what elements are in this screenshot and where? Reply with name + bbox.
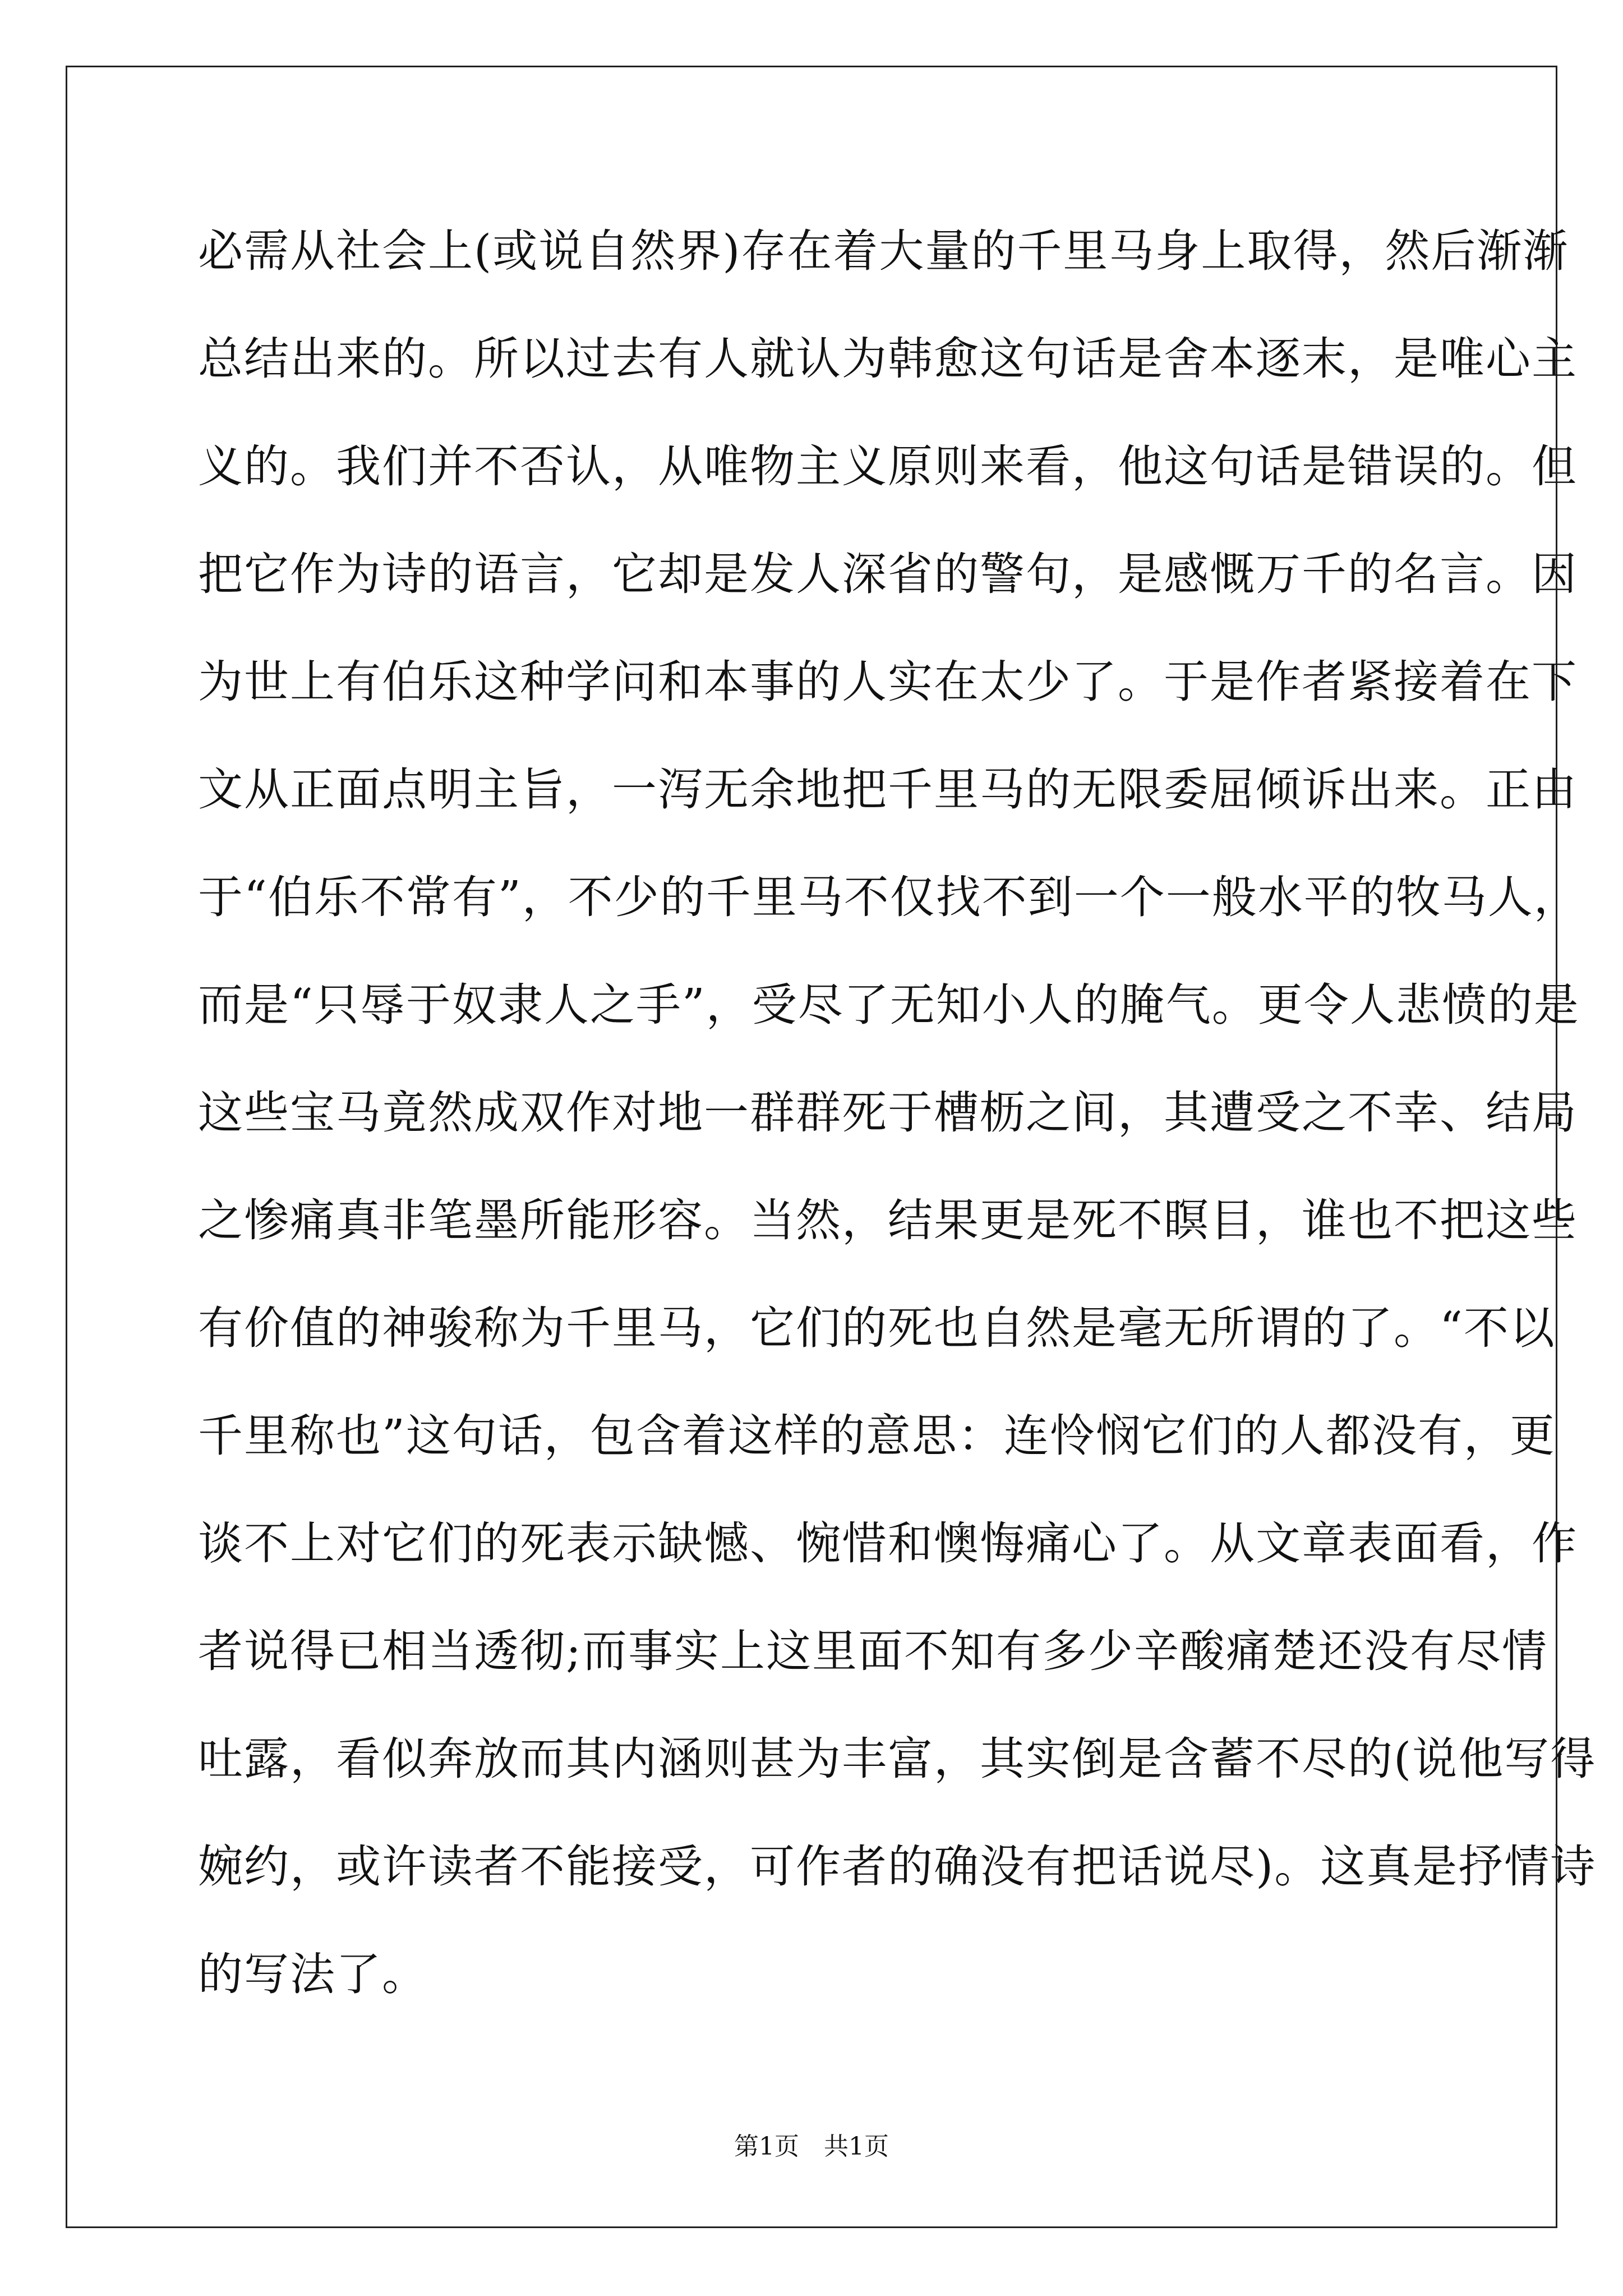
text-line: 的写法了。 <box>198 1948 428 2000</box>
text-line: 之惨痛真非笔墨所能形容。当然，结果更是死不瞑目，谁也不把这些 <box>198 1194 1578 1246</box>
text-line: 者说得已相当透彻;而事实上这里面不知有多少辛酸痛楚还没有尽情 <box>198 1625 1548 1677</box>
text-line: 必需从社会上(或说自然界)存在着大量的千里马身上取得，然后渐渐 <box>198 225 1569 277</box>
text-line: 谈不上对它们的死表示缺憾、惋惜和懊悔痛心了。从文章表面看，作 <box>198 1517 1578 1570</box>
text-line: 这些宝马竟然成双作对地一群群死于槽枥之间，其遭受之不幸、结局 <box>198 1087 1578 1139</box>
text-line: 把它作为诗的语言，它却是发人深省的警句，是感慨万千的名言。因 <box>198 548 1578 600</box>
text-line: 有价值的神骏称为千里马，它们的死也自然是毫无所谓的了。“不以 <box>198 1302 1556 1354</box>
text-line: 文从正面点明主旨，一泻无余地把千里马的无限委屈倾诉出来。正由 <box>198 763 1578 816</box>
text-line: 为世上有伯乐这种学问和本事的人实在太少了。于是作者紧接着在下 <box>198 656 1578 708</box>
text-line: 于“伯乐不常有”，不少的千里马不仅找不到一个一般水平的牧马人， <box>198 871 1580 923</box>
document-body <box>198 220 1597 2051</box>
text-line: 义的。我们并不否认，从唯物主义原则来看，他这句话是错误的。但 <box>198 440 1578 493</box>
text-line: 而是“只辱于奴隶人之手”，受尽了无知小人的腌气。更令人悲愤的是 <box>198 979 1580 1031</box>
text-line: 吐露，看似奔放而其内涵则甚为丰富，其实倒是含蓄不尽的(说他写得 <box>198 1733 1597 1785</box>
text-line: 千里称也”这句话，包含着这样的意思：连怜悯它们的人都没有，更 <box>198 1410 1556 1462</box>
text-line: 婉约，或许读者不能接受，可作者的确没有把话说尽)。这真是抒情诗 <box>198 1841 1597 1893</box>
page-number: 第1页 共1页 <box>734 2132 889 2161</box>
text-line: 总结出来的。所以过去有人就认为韩愈这句话是舍本逐末，是唯心主 <box>198 333 1578 385</box>
